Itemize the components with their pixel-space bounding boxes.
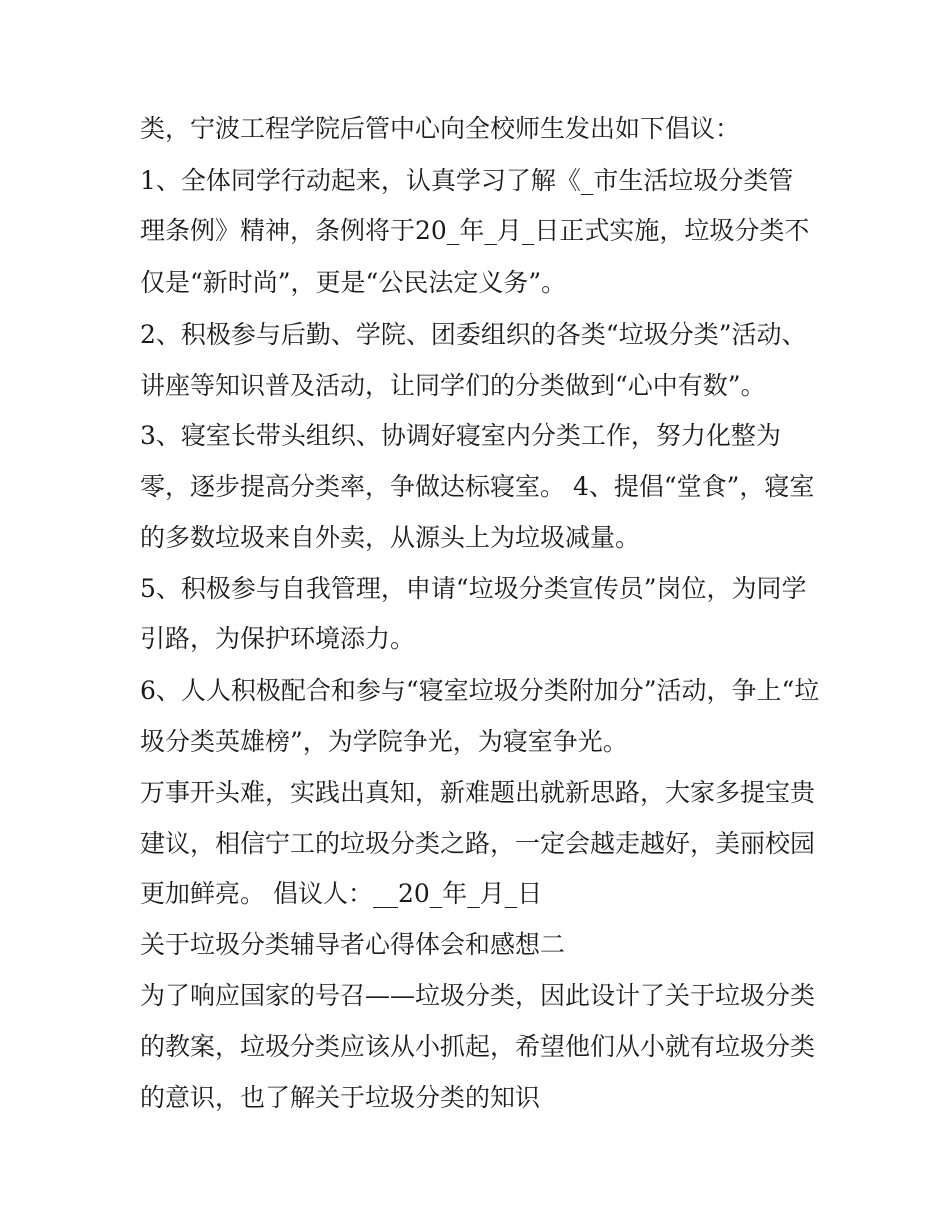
text-line: 类，宁波工程学院后管中心向全校师生发出如下倡议： — [140, 114, 741, 143]
text-line: 零，逐步提高分类率，争做达标寝室。 4、提倡“堂食”，寝室 — [140, 472, 815, 501]
text-line: 6、人人积极配合和参与“寝室垃圾分类附加分”活动，争上“垃 — [140, 676, 820, 705]
text-line: 建议，相信宁工的垃圾分类之路，一定会越走越好，美丽校园 — [140, 829, 816, 858]
text-line: 讲座等知识普及活动，让同学们的分类做到“心中有数”。 — [140, 371, 766, 400]
section-heading: 关于垃圾分类辅导者心得体会和感想二 — [140, 930, 566, 959]
text-line: 的多数垃圾来自外卖，从源头上为垃圾减量。 — [140, 523, 641, 552]
text-line: 为了响应国家的号召——垃圾分类，因此设计了关于垃圾分类 — [140, 981, 816, 1010]
text-line: 3、寝室长带头组织、协调好寝室内分类工作，努力化整为 — [140, 421, 781, 450]
text-line: 2、积极参与后勤、学院、团委组织的各类“垃圾分类”活动、 — [140, 320, 807, 349]
text-line: 引路，为保护环境添力。 — [140, 624, 416, 653]
text-line: 的意识，也了解关于垃圾分类的知识 — [140, 1083, 541, 1112]
text-line: 万事开头难，实践出真知，新难题出就新思路，大家多提宝贵 — [140, 778, 816, 807]
text-line: 理条例》精神，条例将于20_年_月_日正式实施，垃圾分类不 — [140, 216, 810, 245]
text-line: 更加鲜亮。 倡议人：__20_年_月_日 — [140, 879, 543, 908]
text-line: 圾分类英雄榜”，为学院争光，为寝室争光。 — [140, 727, 628, 756]
text-line: 1、全体同学行动起来，认真学习了解《_市生活垃圾分类管 — [140, 166, 794, 195]
text-line: 仅是“新时尚”，更是“公民法定义务”。 — [140, 268, 567, 297]
text-line: 的教案，垃圾分类应该从小抓起，希望他们从小就有垃圾分类 — [140, 1032, 816, 1061]
text-line: 5、积极参与自我管理，申请“垃圾分类宣传员”岗位，为同学 — [140, 574, 807, 603]
